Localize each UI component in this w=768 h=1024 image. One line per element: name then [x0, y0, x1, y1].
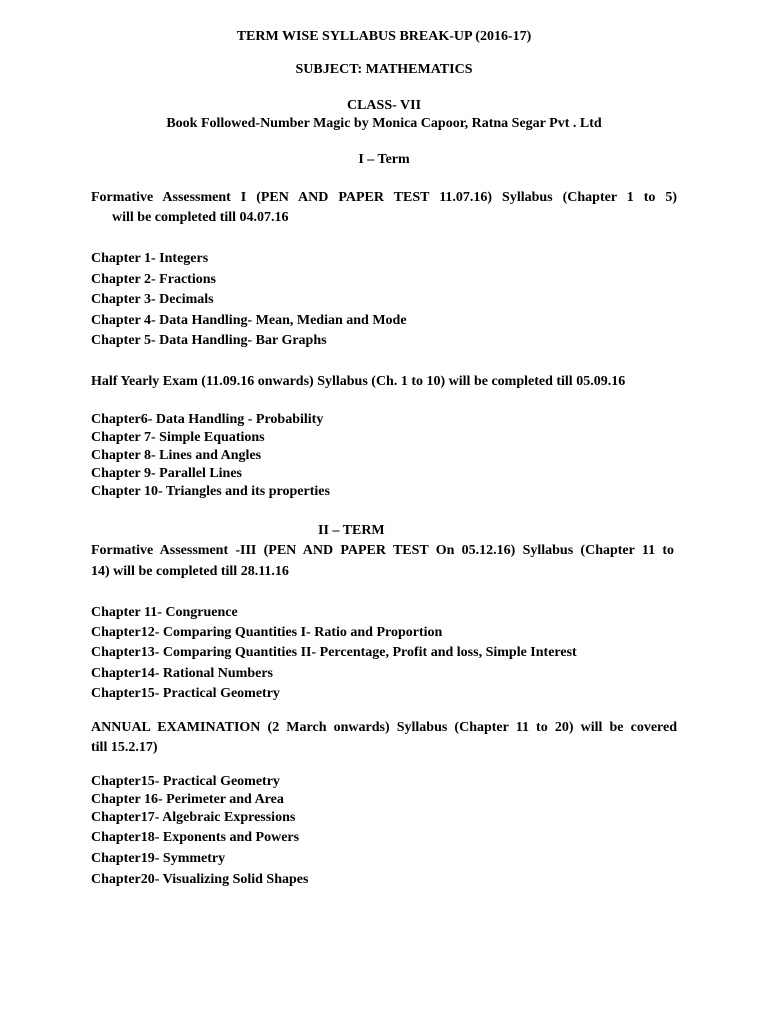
fa3-heading-line2: 14) will be completed till 28.11.16: [91, 564, 289, 579]
annual-chapter-19: Chapter19- Symmetry: [91, 851, 226, 866]
annual-chapter-18: Chapter18- Exponents and Powers: [91, 830, 300, 845]
half-yearly-chapter-9: Chapter 9- Parallel Lines: [91, 466, 243, 481]
fa1-chapter-2: Chapter 2- Fractions: [91, 272, 216, 287]
half-yearly-chapter-6: Chapter6- Data Handling - Probability: [91, 412, 324, 427]
annual-heading-line2: till 15.2.17): [91, 740, 158, 755]
half-yearly-heading: Half Yearly Exam (11.09.16 onwards) Syllabus (Ch. 1 to 10) will be completed till 05.09.16: [91, 374, 626, 389]
fa3-chapter-11: Chapter 11- Congruence: [91, 605, 238, 620]
fa1-heading-line2: will be completed till 04.07.16: [112, 210, 289, 225]
annual-heading-line1: ANNUAL EXAMINATION (2 March onwards) Syllabus (Chapter 11 to 20) will be covered: [91, 720, 677, 735]
fa3-chapter-14: Chapter14- Rational Numbers: [91, 666, 273, 681]
fa1-chapter-5: Chapter 5- Data Handling- Bar Graphs: [91, 333, 327, 348]
fa1-chapter-4: Chapter 4- Data Handling- Mean, Median and Mode: [91, 313, 407, 328]
term-2-heading: II – TERM: [318, 523, 385, 538]
half-yearly-chapter-7: Chapter 7- Simple Equations: [91, 430, 265, 445]
annual-chapter-16: Chapter 16- Perimeter and Area: [91, 792, 284, 807]
half-yearly-chapter-10: Chapter 10- Triangles and its properties: [91, 484, 330, 499]
fa3-chapter-12: Chapter12- Comparing Quantities I- Ratio and Proportion: [91, 625, 443, 640]
fa3-heading-line1: Formative Assessment -III (PEN AND PAPER TEST On 05.12.16) Syllabus (Chapter 11 to: [91, 543, 674, 558]
annual-chapter-17: Chapter17- Algebraic Expressions: [91, 810, 296, 825]
half-yearly-chapter-8: Chapter 8- Lines and Angles: [91, 448, 262, 463]
subject-heading: SUBJECT: MATHEMATICS: [295, 62, 473, 77]
book-line: Book Followed-Number Magic by Monica Capoor, Ratna Segar Pvt . Ltd: [166, 116, 602, 131]
annual-chapter-20: Chapter20- Visualizing Solid Shapes: [91, 872, 309, 887]
term-1-heading: I – Term: [358, 152, 410, 167]
fa1-chapter-1: Chapter 1- Integers: [91, 251, 209, 266]
document-title: TERM WISE SYLLABUS BREAK-UP (2016-17): [236, 29, 532, 44]
fa1-chapter-3: Chapter 3- Decimals: [91, 292, 214, 307]
fa3-chapter-15: Chapter15- Practical Geometry: [91, 686, 280, 701]
fa1-heading-line1: Formative Assessment I (PEN AND PAPER TEST 11.07.16) Syllabus (Chapter 1 to 5): [91, 190, 677, 205]
annual-chapter-15: Chapter15- Practical Geometry: [91, 774, 280, 789]
fa3-chapter-13: Chapter13- Comparing Quantities II- Percentage, Profit and loss, Simple Interest: [91, 645, 577, 660]
class-heading: CLASS- VII: [346, 98, 422, 113]
